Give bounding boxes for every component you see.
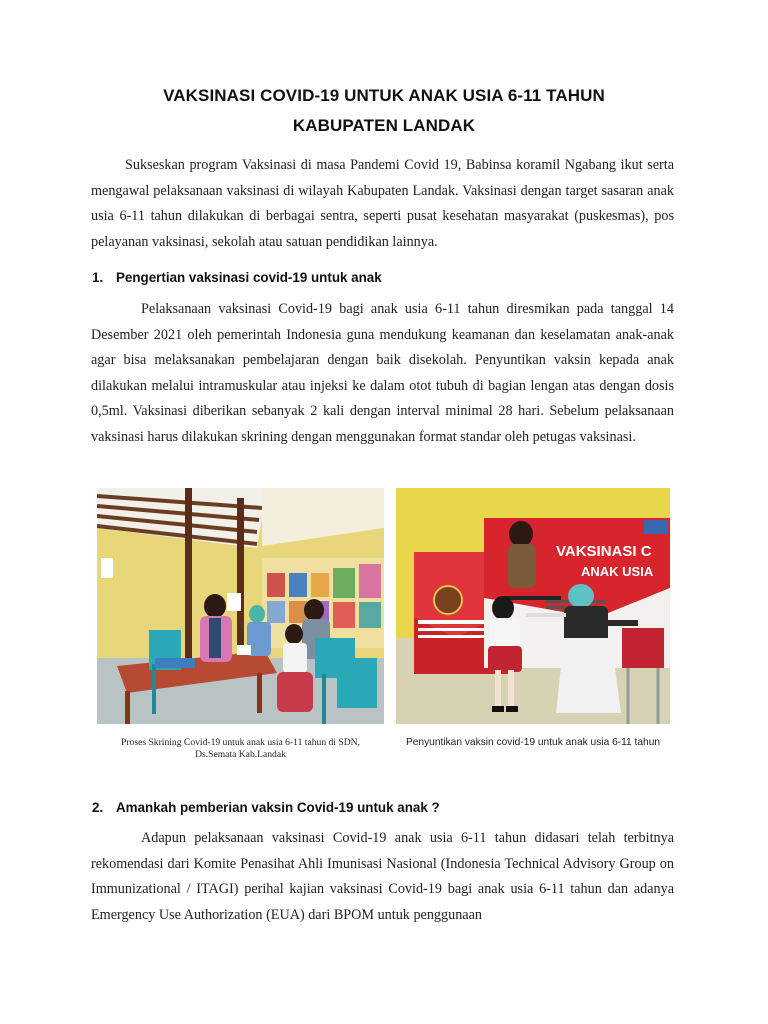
section-1-paragraph — [91, 297, 674, 450]
banner-title-line-2: ANAK USIA — [581, 564, 654, 579]
section-1-number: 1. — [92, 270, 104, 285]
section-1-text: Pelaksanaan vaksinasi Covid-19 bagi anak usia 6-11 tahun diresmikan pada tanggal 14 Desember 2021 oleh pemerintah Indonesia guna mendukung keamanan dan keselamatan anak-anak agar bisa melaksanakan pembelajaran dengan baik disekolah. Penyuntikan vaksin kepada anak dilakukan melalui intramuskular atau injeksi ke dalam otot tubuh di bagian lengan atas dengan dosis 0,5ml. Vaksinasi diberikan sebanyak 2 kali dengan interval minimal 28 hari. Sebelum pelaksanaan vaksinasi harus dilakukan skrining dengan menggunakan format standar oleh petugas vaksinasi. — [91, 301, 674, 445]
intro-text: Sukseskan program Vaksinasi di masa Pandemi Covid 19, Babinsa koramil Ngabang ikut serta mengawal pelaksanaan vaksinasi di wilayah Kabupaten Landak. Vaksinasi dengan target sasaran anak usia 6-11 tahun dilakukan di berbagai sentra, seperti pusat kesehatan masyarakat (puskesmas), pos pelayanan vaksinasi, sekolah atau satuan pendidikan lainnya. — [91, 157, 674, 250]
screening-photo — [97, 488, 384, 724]
document-title-line-2: KABUPATEN LANDAK — [292, 116, 476, 135]
section-2-title: Amankah pemberian vaksin Covid-19 untuk anak ? — [116, 800, 440, 815]
intro-paragraph — [91, 153, 674, 255]
screening-caption-line-1: Proses Skrining Covid-19 untuk anak usia 6-11 tahun di SDN, — [121, 737, 360, 748]
injection-photo-caption: Penyuntikan vaksin covid-19 untuk anak usia 6-11 tahun — [405, 737, 661, 748]
section-2-heading — [92, 800, 440, 815]
injection-photo — [396, 488, 670, 724]
section-2-text: Adapun pelaksanaan vaksinasi Covid-19 anak usia 6-11 tahun didasari telah terbitnya rekomendasi dari Komite Penasihat Ahli Imunisasi Nasional (Indonesia Technical Advisory Group on Immunizational / ITAGI) perihal kajian vaksinasi Covid-19 bagi anak usia 6-11 tahun dan adanya Emergency Use Authorization (EUA) dari BPOM untuk penggunaan — [91, 830, 674, 923]
screening-photo-caption — [97, 737, 384, 761]
banner-title-line-1: VAKSINASI C — [556, 543, 652, 560]
screening-caption-line-2: Ds.Semata Kab.Landak — [195, 749, 286, 760]
section-1-title: Pengertian vaksinasi covid-19 untuk anak — [116, 270, 382, 285]
section-2-paragraph — [91, 826, 674, 928]
section-1-heading — [92, 270, 382, 285]
document-title-line-1: VAKSINASI COVID-19 UNTUK ANAK USIA 6-11 TAHUN — [163, 86, 605, 105]
section-2-number: 2. — [92, 800, 104, 815]
